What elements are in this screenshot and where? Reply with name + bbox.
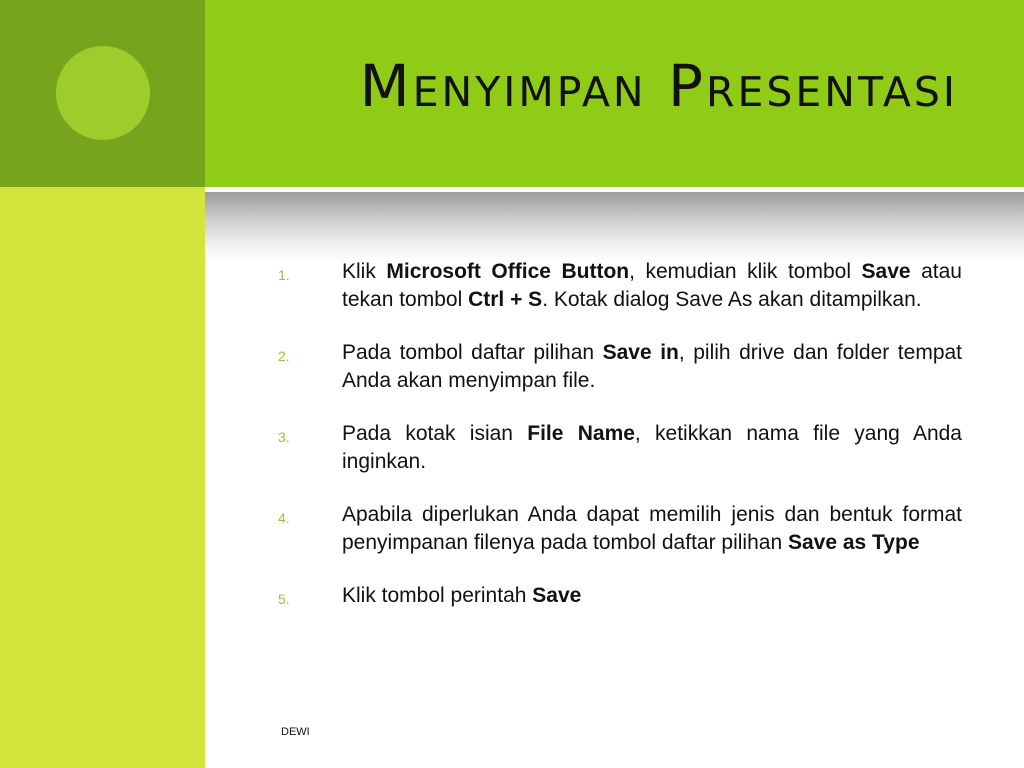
step-item bbox=[278, 582, 962, 610]
step-item bbox=[278, 501, 962, 557]
step-number: 1. bbox=[278, 267, 290, 283]
step-text bbox=[342, 584, 581, 607]
steps-list bbox=[278, 258, 962, 635]
step-text-run: Apabila diperlukan Anda dapat memilih jenis dan bentuk format penyimpanan filenya pada tombol daftar pilihan bbox=[342, 503, 962, 554]
step-item bbox=[278, 339, 962, 395]
step-text-bold: Save in bbox=[602, 341, 679, 364]
step-text-bold: Save as Type bbox=[787, 531, 920, 554]
step-text bbox=[342, 422, 962, 473]
step-number: 2. bbox=[278, 348, 290, 364]
step-text-run: , kemudian klik tombol bbox=[629, 260, 862, 283]
step-text-run: . Kotak dialog Save As akan ditampilkan. bbox=[542, 288, 922, 311]
step-text-run: Klik tombol perintah bbox=[342, 584, 533, 607]
step-number: 5. bbox=[278, 591, 290, 607]
shadow-band bbox=[205, 192, 1024, 262]
step-number: 3. bbox=[278, 429, 290, 445]
step-text-bold: Ctrl + S bbox=[468, 288, 543, 311]
step-text-run: Pada tombol daftar pilihan bbox=[342, 341, 603, 364]
step-text bbox=[342, 260, 962, 311]
step-text-run: Klik bbox=[342, 260, 387, 283]
side-band bbox=[0, 187, 205, 768]
step-text-run: , pilih drive dan folder tempat Anda akan menyimpan file. bbox=[342, 341, 963, 392]
step-number: 4. bbox=[278, 510, 290, 526]
decorative-circle bbox=[56, 46, 150, 140]
step-text-run: atau tekan tombol bbox=[342, 260, 962, 311]
step-text-bold: File Name bbox=[527, 422, 635, 445]
step-item bbox=[278, 420, 962, 476]
step-text-bold: Save bbox=[532, 584, 582, 607]
step-text-run: Pada kotak isian bbox=[342, 422, 528, 445]
slide-title: Menyimpan Presentasi bbox=[359, 52, 958, 120]
step-item bbox=[278, 258, 962, 314]
footer-text: DEWI bbox=[281, 726, 310, 738]
step-text-run: , ketikkan nama file yang Anda inginkan. bbox=[342, 422, 962, 473]
step-text bbox=[342, 503, 962, 554]
step-text-bold: Microsoft Office Button bbox=[386, 260, 630, 283]
step-text bbox=[342, 341, 962, 392]
step-text-bold: Save bbox=[861, 260, 911, 283]
